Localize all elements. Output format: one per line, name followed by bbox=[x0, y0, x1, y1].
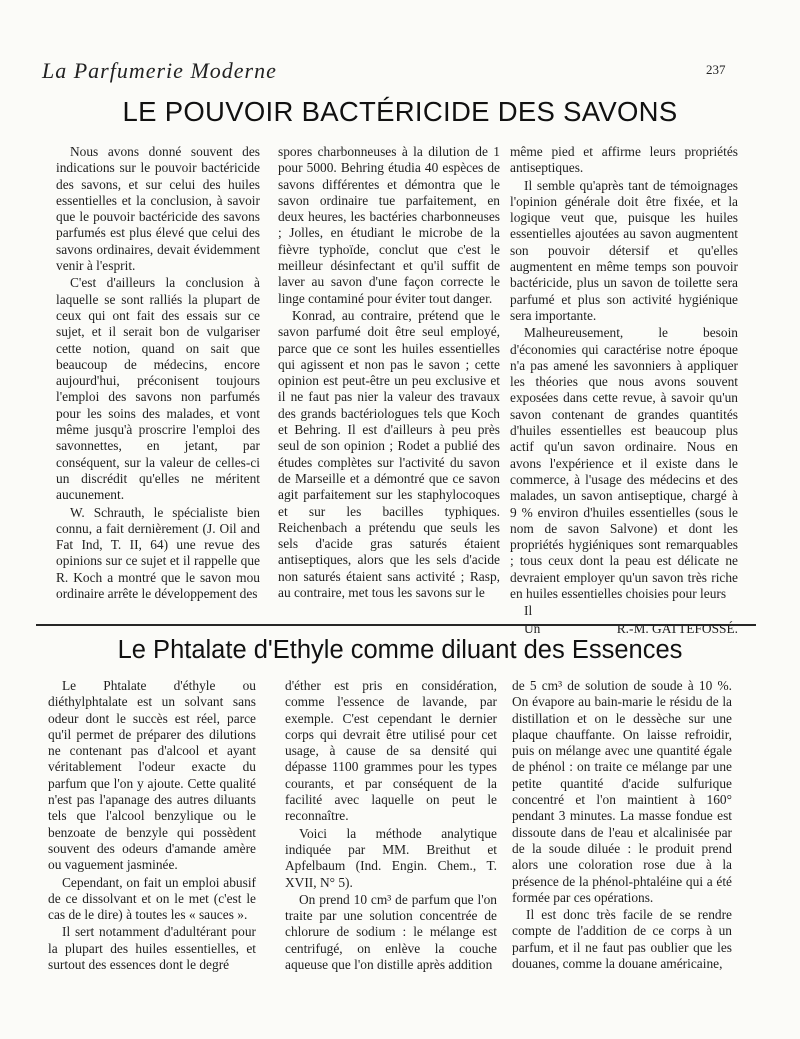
section-divider bbox=[36, 624, 756, 626]
article1-column-2 bbox=[278, 144, 500, 614]
article2-paragraph: Il est donc très facile de se rendre compte de l'addition de ce corps à un parfum, et il ne faut pas oublier que les douanes, comme la douane américaine, bbox=[512, 907, 732, 972]
page-number: 237 bbox=[706, 62, 726, 77]
article2-paragraph-continued: d'éther est pris en considération, comme l'essence de lavande, par exemple. C'est cependant le dernier corps qui devrait être utilisé pour cet usage, à cause de sa densité qui dépasse 1100 grammes pour les types courants, et par conséquent de la facilité avec laquelle on peut le reconnaître. bbox=[285, 678, 497, 824]
article1-paragraph: Malheureusement, le besoin d'économies qui caractérise notre époque n'a pas amené les savonniers à appliquer les théories que nous avons souvent exposées dans cette revue, à savoir qu'un savon contenant de grandes quantités d'huiles essentielles est beaucoup plus actif qu'un savon ordinaire. Nous en avons l'expérience et il existe dans le commerce, à l'usage des médecins et des malades, un savon antiseptique, chargé à 9 % environ d'huiles essentielles (sous le nom de savon Salvone) et dont les propriétés hygiéniques sont remarquables ; tous ceux dont la peau est délicate ne devraient employer qu'un savon très riche en huiles essentielles choisies pour leurs bbox=[510, 325, 738, 602]
article1-paragraph-continued: même pied et affirme leurs propriétés antiseptiques. bbox=[510, 144, 738, 176]
article1-paragraph: Il bbox=[524, 603, 533, 619]
article1-paragraph-continued: spores charbonneuses à la dilution de 1 pour 5000. Behring étudia 40 espèces de savons différentes et démontra que le savon ordinaire tue parfaitement, en deux heures, les bactéries charbonneuses ; Jolles, en étudiant le microbe de la fièvre typhoïde, conclut que c'est le meilleur désinfectant et qu'il suffit de laver au savon d'une façon correcte le linge contaminé pour éviter tout danger. bbox=[278, 144, 500, 306]
article-author: R.-M. GATTEFOSSÉ. bbox=[616, 620, 738, 636]
article1-paragraph: Un R.-M. GATTEFOSSÉ. bbox=[524, 620, 738, 636]
article-title-phtalate: Le Phtalate d'Ethyle comme diluant des Essences bbox=[117, 636, 683, 664]
article2-paragraph: Il sert notamment d'adultérant pour la plupart des huiles essentielles, et surtout des essences dont le degré bbox=[48, 924, 256, 973]
article1-paragraph: W. Schrauth, le spécialiste bien connu, a fait dernièrement (J. Oil and Fat Ind, T. II, 64) une revue des opinions sur ce sujet et il rappelle que R. Koch a montré que le savon mou ordinaire arrête le développement des bbox=[56, 504, 260, 602]
article1-paragraph: C'est d'ailleurs la conclusion à laquelle se sont ralliés la plupart de ceux qui ont fait des essais sur ce sujet, et il serait bon de vulgariser cette notion, quand on sait que beaucoup de médecins, encore aujourd'hui, préconisent toujours l'emploi des savons non parfumés pour les soins des malades, et vont même jusqu'à proscrire l'emploi des savonnettes, en jetant, par conséquent, sur la valeur de celles-ci un discrédit qu'elles ne méritent aucunement. bbox=[56, 275, 260, 503]
article2-paragraph: Voici la méthode analytique indiquée par MM. Breithut et Apfelbaum (Ind. Engin. Chem., T. XVII, N° 5). bbox=[285, 825, 497, 890]
article2-paragraph-continued: de 5 cm³ de solution de soude à 10 %. On évapore au bain-marie le résidu de la distillation et on le dessèche sur une plaque chauffante. On laisse refroidir, puis on mélange avec une quantité égale de phénol : on traite ce mélange par une petite quantité d'acide sulfurique concentré et l'on maintient à 160° pendant 3 minutes. La masse fondue est dissoute dans de l'eau et alcalinisée par de la soude diluée : le produit prend alors une coloration rose due à la présence de la phénol-phtaléine qui a été formée par ces opérations. bbox=[512, 678, 732, 905]
article-title-savons: LE POUVOIR BACTÉRICIDE DES SAVONS bbox=[122, 96, 678, 127]
article1-paragraph: Konrad, au contraire, prétend que le savon parfumé doit être seul employé, parce que ce sont les huiles essentielles qui agissent et non pas le savon ; cette opinion est peut-être un peu exclusive et il ne faut pas nier la valeur des travaux des grands bactériologues tels que Koch et Behring. Il est d'ailleurs à peu près seul de son opinion ; Rodet a publié des études complètes sur l'activité du savon de Marseille et a démontré que ce savon agit parfaitement sur les staphylocoques et sur les bacilles typhiques. Reichenbach a prétendu que seuls les sels d'acide gras saturés étaient antiseptiques, alors que les sels d'acide non saturés étaient sans activité ; Rasp, au contraire, met tous les savons sur le bbox=[278, 307, 500, 601]
article2-paragraph: Le Phtalate d'éthyle ou diéthylphtalate est un solvant sans odeur dont le succès est réel, parce qu'il permet de préparer des dilutions ne contenant pas d'alcool et ayant véritablement l'odeur exacte du parfum que l'on y ajoute. Cette qualité n'est pas l'apanage des autres diluants tels que l'alcool benzylique ou le benzoate de benzyle qui possèdent souvent des odeurs d'amande amère ou vaguement jasminée. bbox=[48, 678, 256, 873]
article2-paragraph: Cependant, on fait un emploi abusif de ce dissolvant et on le met (c'est le cas de le dire) à toutes les « sauces ». bbox=[48, 874, 256, 923]
article1-paragraph: Nous avons donné souvent des indications sur le pouvoir bactéricide des savons, et sur celui des huiles essentielles et la conclusion, à savoir que le pouvoir bactéricide des savons parfumés est plus élevé que celui des savons ordinaires, devait évidemment venir à l'esprit. bbox=[56, 144, 260, 274]
article1-column-3 bbox=[510, 144, 738, 636]
article2-paragraph: On prend 10 cm³ de parfum que l'on traite par une solution concentrée de chlorure de sodium : le mélange est centrifugé, on enlève la couche aqueuse que l'on distille après addition bbox=[285, 891, 497, 973]
article1-paragraph: Il semble qu'après tant de témoignages l'opinion générale doit être fixée, et la logique veut que, puisque les huiles essentielles ajoutées au savon augmentent son pouvoir détersif et qu'elles augmentent en même temps son pouvoir bactéricide, plus un savon de toilette sera parfumé et plus son activité hygiénique sera importante. bbox=[510, 177, 738, 323]
journal-masthead: La Parfumerie Moderne bbox=[42, 58, 277, 83]
article1-column-1 bbox=[56, 144, 260, 614]
article2-column-3 bbox=[512, 678, 732, 978]
article2-column-2 bbox=[285, 678, 497, 978]
article2-column-1 bbox=[48, 678, 256, 978]
